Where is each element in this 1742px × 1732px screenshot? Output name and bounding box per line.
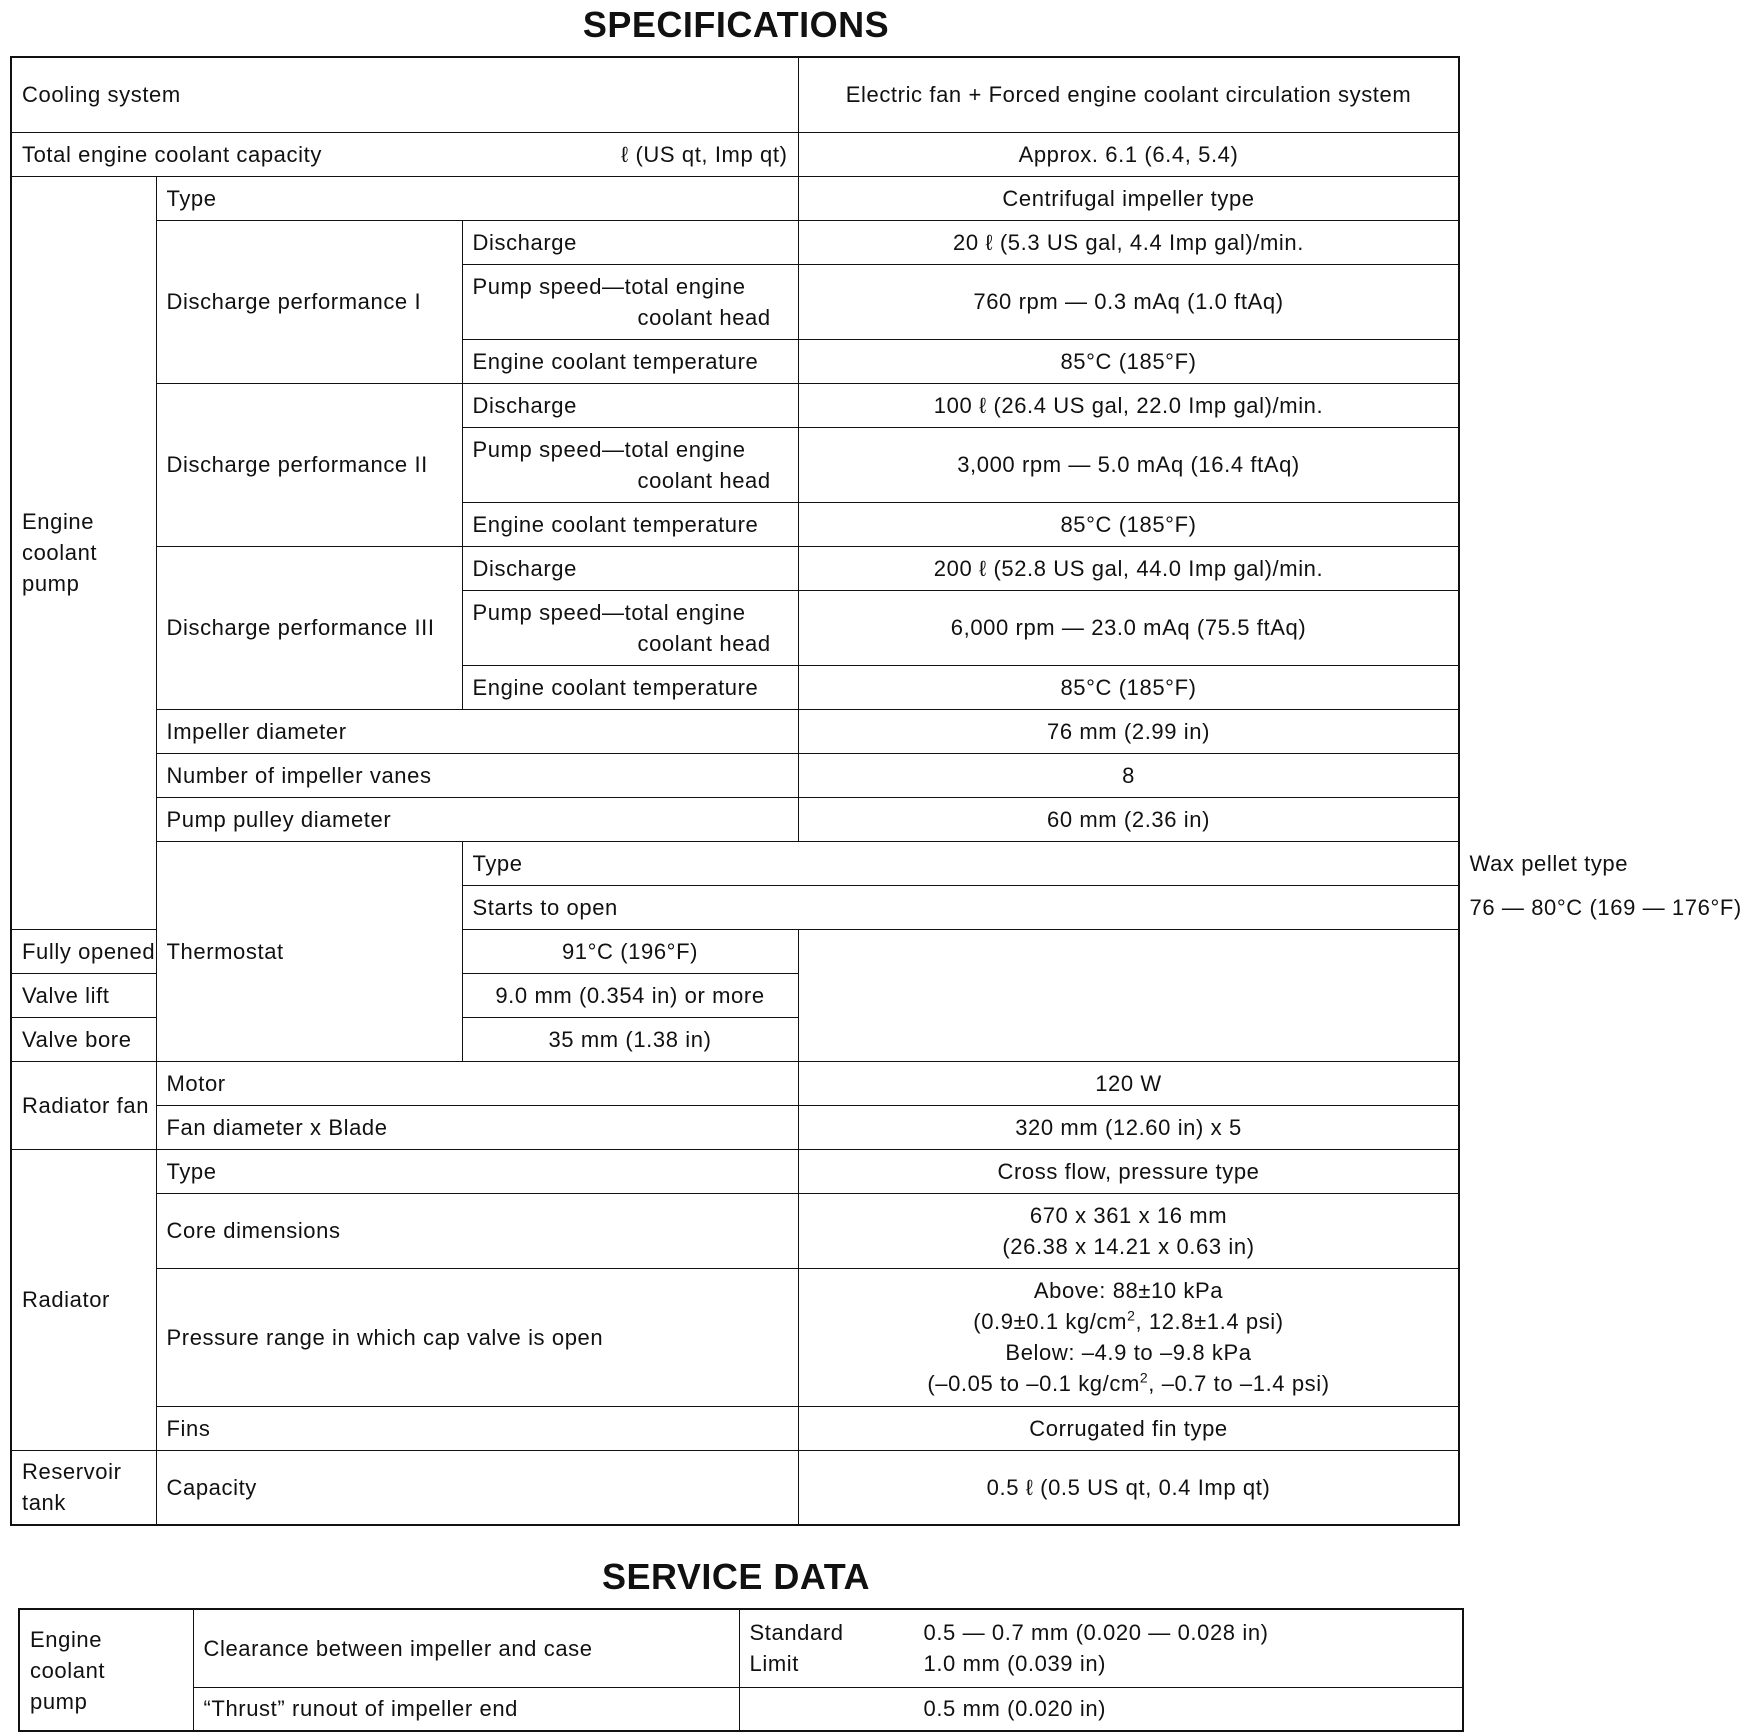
table-row [11,1017,1459,1061]
table-row: Starts to open 76 — 80°C (169 — 176°F) [11,885,1459,929]
table-row [11,1268,1459,1406]
total-capacity-label: Total engine coolant capacity [22,141,322,167]
core-dimensions-label: Core dimensions [156,1193,798,1268]
speed-head-label-2: coolant head [637,630,771,656]
radiator-fan-row-value: 120 W [798,1061,1459,1105]
reservoir-label-1: Reservoir [22,1459,122,1485]
service-group-label-2: coolant [30,1657,106,1683]
limit-value: 1.0 mm (0.039 in) [923,1651,1107,1677]
temperature-value: 85°C (185°F) [798,665,1459,709]
thermostat-row-value: 91°C (196°F) [462,929,798,973]
table-row [11,1061,1459,1105]
vanes-label: Number of impeller vanes [156,753,798,797]
runout-value-cell [739,1687,1463,1731]
service-group-label-cell [19,1609,193,1731]
total-capacity-label-cell [11,132,798,176]
thermostat-row-label: Type [462,841,1459,885]
reservoir-group-label-cell [11,1450,156,1525]
radiator-fan-row-value: 320 mm (12.60 in) x 5 [798,1105,1459,1149]
radiator-fan-group-label: Radiator fan [11,1061,156,1149]
table-row [11,383,1459,427]
fins-value: Corrugated fin type [798,1406,1459,1450]
table-row [11,132,1459,176]
table-row [11,1450,1459,1525]
pulley-diameter-label: Pump pulley diameter [156,797,798,841]
radiator-fan-row-label: Motor [156,1061,798,1105]
standard-value: 0.5 — 0.7 mm (0.020 — 0.028 in) [923,1620,1269,1646]
table-row [11,1193,1459,1268]
table-row [11,1149,1459,1193]
table-row [11,1406,1459,1450]
speed-head-label-1: Pump speed—total engine [472,599,746,625]
thermostat-row-label: Starts to open [462,885,1459,929]
service-group-label-3: pump [30,1688,88,1714]
cooling-system-value: Electric fan + Forced engine coolant circulation system [798,57,1459,132]
thermostat-row-value: 9.0 mm (0.354 in) or more [462,973,798,1017]
speed-head-label-2: coolant head [637,304,771,330]
impeller-diameter-label: Impeller diameter [156,709,798,753]
fins-label: Fins [156,1406,798,1450]
reservoir-capacity-value: 0.5 ℓ (0.5 US qt, 0.4 Imp qt) [798,1450,1459,1525]
core-dimensions-value-1: 670 x 361 x 16 mm [1029,1202,1228,1228]
discharge-label: Discharge [462,383,798,427]
speed-head-label-1: Pump speed—total engine [472,273,746,299]
pump-type-value: Centrifugal impeller type [798,176,1459,220]
radiator-type-value: Cross flow, pressure type [798,1149,1459,1193]
cap-pressure-above-conv-b: , 12.8±1.4 psi) [1135,1309,1284,1334]
table-row [11,973,1459,1017]
discharge-label: Discharge [462,220,798,264]
temperature-label: Engine coolant temperature [462,339,798,383]
table-row [11,1105,1459,1149]
table-row [19,1687,1463,1731]
temperature-label: Engine coolant temperature [462,665,798,709]
discharge-value: 20 ℓ (5.3 US gal, 4.4 Imp gal)/min. [798,220,1459,264]
radiator-group-label: Radiator [11,1149,156,1450]
service-group-label-1: Engine [30,1626,103,1652]
radiator-fan-row-label: Fan diameter x Blade [156,1105,798,1149]
temperature-value: 85°C (185°F) [798,339,1459,383]
radiator-type-label: Type [156,1149,798,1193]
specifications-table [10,56,1742,1526]
reservoir-capacity-label: Capacity [156,1450,798,1525]
thermostat-row-label: Valve bore [11,1017,462,1061]
table-row [11,176,1459,220]
core-dimensions-value-cell [798,1193,1459,1268]
discharge-value: 200 ℓ (52.8 US gal, 44.0 Imp gal)/min. [798,546,1459,590]
speed-head-label-cell [462,264,798,339]
table-row [11,220,1459,264]
service-data-table [18,1608,1464,1732]
service-data-title: SERVICE DATA [601,1556,871,1597]
total-capacity-value: Approx. 6.1 (6.4, 5.4) [798,132,1459,176]
pump-group-label: Engine coolant pump [11,176,156,929]
table-row [11,709,1459,753]
cap-pressure-label: Pressure range in which cap valve is open [156,1268,798,1406]
total-capacity-unit: ℓ (US qt, Imp qt) [621,141,788,167]
temperature-value: 85°C (185°F) [798,502,1459,546]
table-row [11,546,1459,590]
thermostat-row-label: Fully opened [11,929,462,973]
speed-head-value: 6,000 rpm — 23.0 mAq (75.5 ftAq) [798,590,1459,665]
standard-label: Standard [749,1620,844,1646]
clearance-label: Clearance between impeller and case [193,1609,739,1687]
performance-label: Discharge performance II [156,383,462,546]
runout-label: “Thrust” runout of impeller end [193,1687,739,1731]
specifications-title: SPECIFICATIONS [582,4,890,45]
speed-head-value: 760 rpm — 0.3 mAq (1.0 ftAq) [798,264,1459,339]
speed-head-label-1: Pump speed—total engine [472,436,746,462]
core-dimensions-value-2: (26.38 x 14.21 x 0.63 in) [1002,1233,1255,1259]
table-row [11,753,1459,797]
cap-pressure-above: Above: 88±10 kPa [1033,1278,1224,1303]
performance-label: Discharge performance III [156,546,462,709]
table-row [19,1609,1463,1687]
speed-head-label-cell [462,427,798,502]
runout-value: 0.5 mm (0.020 in) [923,1696,1107,1722]
discharge-label: Discharge [462,546,798,590]
cooling-system-label: Cooling system [11,57,798,132]
thermostat-row-label: Valve lift [11,973,462,1017]
superscript: 2 [1127,1307,1136,1324]
impeller-diameter-value: 76 mm (2.99 in) [798,709,1459,753]
table-row: Thermostat Type Wax pellet type [11,841,1459,885]
pulley-diameter-value: 60 mm (2.36 in) [798,797,1459,841]
temperature-label: Engine coolant temperature [462,502,798,546]
performance-label: Discharge performance I [156,220,462,383]
speed-head-label-2: coolant head [637,467,771,493]
table-row [11,797,1459,841]
cap-pressure-above-conv-a: (0.9±0.1 kg/cm [973,1309,1128,1334]
speed-head-value: 3,000 rpm — 5.0 mAq (16.4 ftAq) [798,427,1459,502]
thermostat-row-value: 35 mm (1.38 in) [462,1017,798,1061]
clearance-values-cell [739,1609,1463,1687]
vanes-value: 8 [798,753,1459,797]
pump-type-label: Type [156,176,798,220]
cap-pressure-below-conv-b: , –0.7 to –1.4 psi) [1148,1371,1330,1396]
speed-head-label-cell [462,590,798,665]
thermostat-group-label: Thermostat [156,841,462,1061]
limit-label: Limit [749,1651,799,1677]
reservoir-label-2: tank [22,1490,66,1516]
cap-pressure-value-cell [798,1268,1459,1406]
superscript: 2 [1139,1369,1149,1386]
table-row [11,57,1459,132]
cap-pressure-below-conv-a: (–0.05 to –0.1 kg/cm [927,1371,1140,1396]
discharge-value: 100 ℓ (26.4 US gal, 22.0 Imp gal)/min. [798,383,1459,427]
cap-pressure-below: Below: –4.9 to –9.8 kPa [1005,1340,1252,1365]
